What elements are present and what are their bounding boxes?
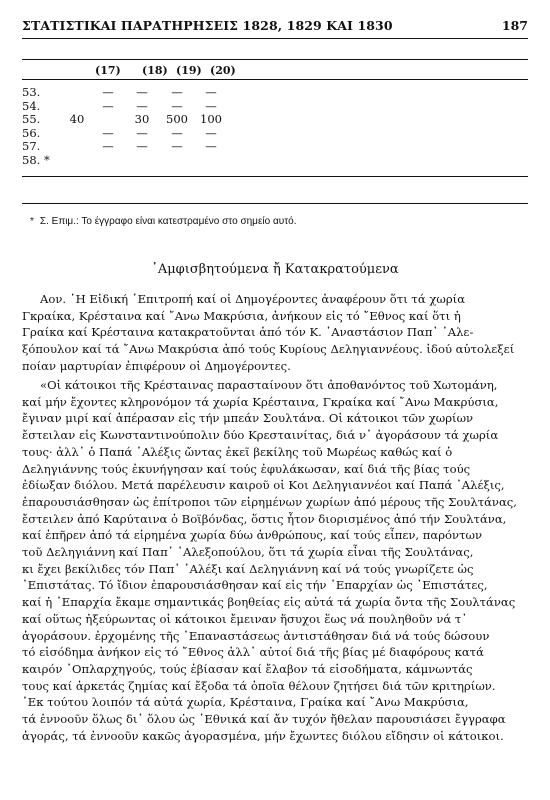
table-cell: — <box>205 85 217 99</box>
table-cell: — <box>171 125 183 140</box>
header-title: ΣΤΑΤΙΣΤΙΚΑΙ ΠΑΡΑΤΗΡΗΣΕΙΣ 1828, 1829 ΚΑΙ 1830 <box>22 18 393 33</box>
text-line: κι ἔχει βεκίλιδες τόν Παπ᾿ ᾿Αλέξι καί Δεληγιάννη καί νά τούς γνωρίζετε ὡς <box>22 561 474 576</box>
table-header-rule <box>22 79 528 80</box>
paragraph <box>22 291 528 375</box>
table-cell: — <box>136 98 148 113</box>
text-line: ἔγιναν μιρί καί ἀπέρασαν εἰς τήν μπεάν Σουλτάνα. Οἱ κάτοικοι τῶν χωρίων <box>22 411 474 426</box>
table-cell: — <box>171 85 183 99</box>
text-line: Δεληγιάννης τούς ἐκυνήγησαν καί τούς ἐφυλάκωσαν, καί διά τῆς βίας τούς <box>22 461 471 476</box>
text-line: καί μήν ἔχοντες κληρονόμον τά χωρία Κρέσταινα, Γκραίκα καί ῎Ανω Μακρύσια, <box>22 394 499 409</box>
table-cell: — <box>136 139 148 154</box>
text-line: καί ἐπῆρεν ἀπό τά εἰρημένα χωρία δύω ἀνθρώπους, καί τούς εἶπεν, παρόντων <box>22 528 483 543</box>
row-number: 54. <box>22 98 41 113</box>
table-top-rule <box>22 59 528 60</box>
table-cell: — <box>102 98 114 113</box>
section-heading: ᾿Αμφισβητούμενα ἤ Κατακρατούμενα <box>151 262 399 277</box>
text-line: ἀγοράς, τά ἐννοοῦν κακῶς ἀγορασμένα, μήν ἔχωντες διόλου εἴδησιν οἱ κάτοικοι. <box>22 728 504 743</box>
text-line: ἔστειλεν ἀπό Καρύταινα ὁ Βοϊβόνδας, ὅστις ἦτον διορισμένος ἀπό τήν Σουλτάνα, <box>22 511 507 526</box>
table-row <box>22 85 522 98</box>
text-line: ᾿Εκ τούτου λοιπόν τά αὐτά χωρία, Κρέσταινα, Γραίκα καί ῎Ανω Μακρύσια, <box>22 695 469 710</box>
row-number: 58. * <box>22 153 50 167</box>
text-line: ποίαν μαρτυρίαν ἐπιφέρουν οἱ Δημογέροντες. <box>22 358 291 373</box>
row-number: 56. <box>22 125 41 140</box>
text-line: Αον. ῾Η Εἰδική ᾿Επιτροπή καί οἱ Δημογέροντες ἀναφέρουν ὅτι τά χωρία <box>40 292 466 306</box>
text-line: τοῦ Δεληγιάννη καί Παπ᾿ ᾿Αλεξοπούλου, ὅτι τά χωρία εἶναι τῆς Σουλτάνας, <box>22 545 474 560</box>
table-cell: — <box>136 85 148 99</box>
quoted-paragraph <box>22 377 528 744</box>
column-header: (17) <box>95 64 121 77</box>
text-line: ἔστειλαν εἰς Κωνσταντινούπολιν δύο Κρεσταινίτας, διά ν᾿ ἀγοράσουν τά χωρία <box>22 428 499 443</box>
footnote <box>30 216 297 227</box>
text-line: καί ἡ ᾿Επαρχία ἔκαμε σημαντικάς βοηθείας εἰς αὐτά τά χωρία ὄντα τῆς Σουλτάνας <box>22 595 516 610</box>
table-cell: 100 <box>200 112 222 127</box>
table-cell: 40 <box>69 112 85 127</box>
running-header <box>22 18 528 38</box>
table-cell: — <box>171 139 183 154</box>
table-cell: — <box>102 125 114 140</box>
text-line: Γκραίκα, Κρέσταινα καί ῎Ανω Μακρύσια, ἀνήκουν εἰς τό ῎Εθνος καί ὅτι ἡ <box>22 308 461 323</box>
text-line: ἀγοράσουν. ἐρχομένης τῆς ᾿Επαναστάσεως ἀντιστάθησαν διά νά τούς δώσουν <box>22 628 490 643</box>
footnote-mark: * <box>30 216 34 227</box>
text-line: τά ἐννοοῦν ὅλως δι᾿ ὅλου ὡς ᾿Εθνικά καί ἄν τυχόν ἤθελαν παρουσιάσει ἔγγραφα <box>22 712 506 727</box>
column-header: (19) <box>176 64 202 77</box>
row-number: 53. <box>22 85 41 99</box>
header-rule <box>22 38 528 39</box>
table-cell: 500 <box>166 112 188 127</box>
column-header: (20) <box>210 64 236 77</box>
row-number: 55. <box>22 112 41 127</box>
table-cell: 30 <box>134 112 150 127</box>
text-line: καί οὕτως ἠξεύρωντας οἱ κάτοικοι ἔμειναν ἥσυχοι ἕως νά πουληθοῦν νά τ᾿ <box>22 611 468 626</box>
text-line: τους· ἀλλ᾿ ὁ Παπά ᾿Αλέξις ὤντας ἐκεῖ βεκίλης τοῦ Μωρέως καθώς καί ὁ <box>22 444 453 459</box>
text-line: Γραίκα καί Κρέσταινα κατακρατοῦνται ἀπό τόν Κ. ᾿Αναστάσιον Παπ᾿ ᾿Αλε- <box>22 325 474 340</box>
table-end-rule <box>22 203 528 204</box>
table-cell: — <box>102 85 114 99</box>
table-cell: — <box>136 125 148 140</box>
table-bottom-rule <box>22 176 528 177</box>
row-number: 57. <box>22 139 41 154</box>
text-line: τους καί ἀρκετάς ζημίας καί ἔξοδα τά ὁποῖα θέλουν ζητήσει διά τῶν κριτηρίων. <box>22 678 496 693</box>
text-line: «Οἱ κάτοικοι τῆς Κρέσταινας παρασταίνουν ὅτι ἀποθανόντος τοῦ Χωτομάνη, <box>40 378 498 392</box>
column-header: (18) <box>142 64 168 77</box>
text-line: ξόπουλον καί τά ῎Ανω Μακρύσια ἀπό τούς Κυρίους Δεληγιαννέους. ἰδού αὐτολεξεί <box>22 342 515 357</box>
table-row <box>22 112 522 125</box>
text-line: τό εἰσόδημα ἀνήκον εἰς τό ῎Εθνος ἀλλ᾿ αὐτοί διά τῆς βίας μέ διαφόρους κατά <box>22 645 484 660</box>
text-line: καιρόν ᾿Οπλαρχηγούς, τούς ἐβίασαν καί ἔλαβον τά εἰσοδήματα, κάμνωντάς <box>22 661 473 676</box>
table-row <box>22 153 522 166</box>
table-cell: — <box>205 139 217 154</box>
table-row <box>22 126 522 139</box>
table-cell: — <box>171 98 183 113</box>
text-line: ᾿Επιστάτας. Τό ἴδιον ἐπαρουσιάσθησαν καί εἰς τήν ᾿Επαρχίαν ὡς ᾿Επιστάτες, <box>22 578 488 593</box>
footnote-text: Σ. Επιμ.: Το έγγραφο είναι κατεστραμένο στο σημείο αυτό. <box>39 216 297 227</box>
table-cell: — <box>205 98 217 113</box>
table-row <box>22 99 522 112</box>
text-line: ἐδίωξαν διόλου. Μετά παρέλευσιν καιροῦ οἱ Κοι Δεληγιαννέοι καί Παπά ᾿Αλέξις, <box>22 478 505 493</box>
text-line: ἐπαρουσιάσθησαν ὡς ἐπίτροποι τῶν εἰρημένων χωρίων ἀπό μέρους τῆς Σουλτάνας, <box>22 494 517 509</box>
table-cell: — <box>102 139 114 154</box>
page-number: 187 <box>501 18 528 33</box>
table-cell: — <box>205 125 217 140</box>
table-row <box>22 139 522 152</box>
